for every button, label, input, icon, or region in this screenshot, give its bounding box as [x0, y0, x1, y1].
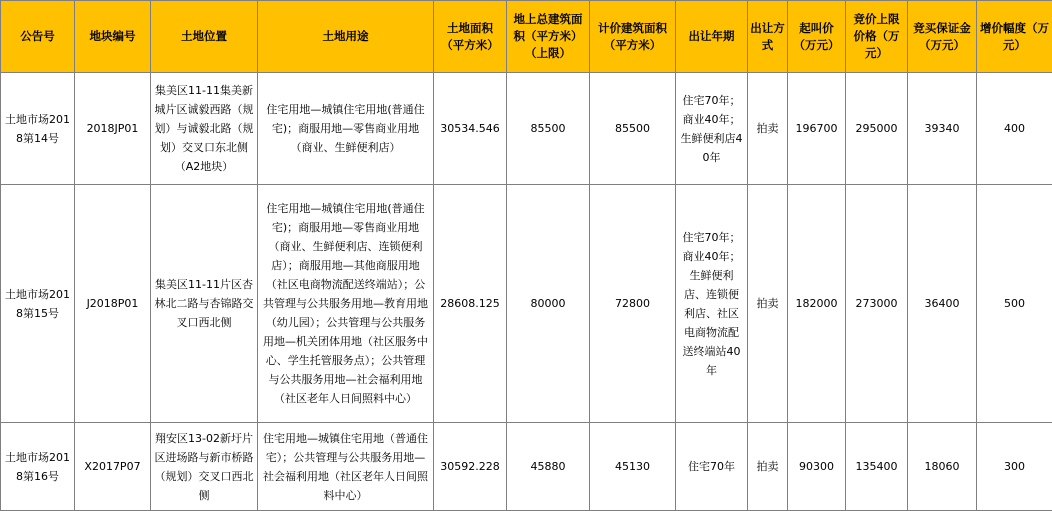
- cell-use: 住宅用地—城镇住宅用地（普通住宅）；公共管理与公共服务用地—社会福利用地（社区老年人日间照料中心）: [258, 423, 434, 511]
- cell-notice: 土地市场2018第16号: [1, 423, 75, 511]
- cell-increment: 500: [977, 185, 1052, 423]
- cell-location: 集美区11-11集美新城片区诚毅西路（规划）与诚毅北路（规划）交叉口东北侧（A2地块）: [151, 73, 258, 185]
- table-row: [1, 185, 1052, 423]
- cell-priced-gfa: 45130: [590, 423, 676, 511]
- header-method: 出让方式: [748, 1, 788, 73]
- cell-gfa-cap: 45880: [507, 423, 590, 511]
- cell-start-price: 196700: [788, 73, 846, 185]
- cell-use: 住宅用地—城镇住宅用地(普通住宅)；商服用地—零售商业用地（商业、生鲜便利店、连锁便利店）；商服用地—其他商服用地（社区电商物流配送终端站）；公共管理与公共服务用地—教育用地（幼儿园）；公共管理与公共服务用地—机关团体用地（社区服务中心、学生托管服务点）；公共管理与公共服务用地—社会福利用地（社区老年人日间照料中心）: [258, 185, 434, 423]
- cell-term: 住宅70年: [676, 423, 748, 511]
- header-deposit: 竞买保证金（万元）: [908, 1, 977, 73]
- header-use: 土地用途: [258, 1, 434, 73]
- header-start-price: 起叫价（万元）: [788, 1, 846, 73]
- cell-cap-price: 273000: [846, 185, 908, 423]
- cell-area: 30534.546: [434, 73, 507, 185]
- cell-priced-gfa: 85500: [590, 73, 676, 185]
- cell-deposit: 18060: [908, 423, 977, 511]
- cell-start-price: 90300: [788, 423, 846, 511]
- cell-cap-price: 295000: [846, 73, 908, 185]
- cell-notice: 土地市场2018第14号: [1, 73, 75, 185]
- cell-priced-gfa: 72800: [590, 185, 676, 423]
- header-location: 土地位置: [151, 1, 258, 73]
- cell-area: 30592.228: [434, 423, 507, 511]
- cell-method: 拍卖: [748, 423, 788, 511]
- cell-method: 拍卖: [748, 185, 788, 423]
- cell-notice: 土地市场2018第15号: [1, 185, 75, 423]
- header-row: [1, 1, 1052, 73]
- cell-use: 住宅用地—城镇住宅用地(普通住宅)；商服用地—零售商业用地（商业、生鲜便利店）: [258, 73, 434, 185]
- cell-area: 28608.125: [434, 185, 507, 423]
- cell-gfa-cap: 85500: [507, 73, 590, 185]
- cell-parcel: 2018JP01: [75, 73, 151, 185]
- header-area: 土地面积（平方米）: [434, 1, 507, 73]
- cell-increment: 400: [977, 73, 1052, 185]
- cell-start-price: 182000: [788, 185, 846, 423]
- cell-term: 住宅70年；商业40年；生鲜便利店、连锁便利店、社区电商物流配送终端站40年: [676, 185, 748, 423]
- table-row: [1, 423, 1052, 511]
- header-notice: 公告号: [1, 1, 75, 73]
- header-cap-price: 竞价上限价格（万元）: [846, 1, 908, 73]
- cell-increment: 300: [977, 423, 1052, 511]
- cell-gfa-cap: 80000: [507, 185, 590, 423]
- header-gfa-cap: 地上总建筑面积（平方米）（上限）: [507, 1, 590, 73]
- table-row: [1, 73, 1052, 185]
- cell-parcel: J2018P01: [75, 185, 151, 423]
- cell-location: 集美区11-11片区杏林北二路与杏锦路交叉口西北侧: [151, 185, 258, 423]
- header-parcel: 地块编号: [75, 1, 151, 73]
- header-term: 出让年期: [676, 1, 748, 73]
- header-priced-gfa: 计价建筑面积（平方米）: [590, 1, 676, 73]
- header-increment: 增价幅度（万元）: [977, 1, 1052, 73]
- cell-method: 拍卖: [748, 73, 788, 185]
- cell-cap-price: 135400: [846, 423, 908, 511]
- cell-term: 住宅70年；商业40年；生鲜便利店40年: [676, 73, 748, 185]
- cell-parcel: X2017P07: [75, 423, 151, 511]
- cell-location: 翔安区13-02新圩片区进场路与新市桥路（规划）交叉口西北侧: [151, 423, 258, 511]
- cell-deposit: 39340: [908, 73, 977, 185]
- cell-deposit: 36400: [908, 185, 977, 423]
